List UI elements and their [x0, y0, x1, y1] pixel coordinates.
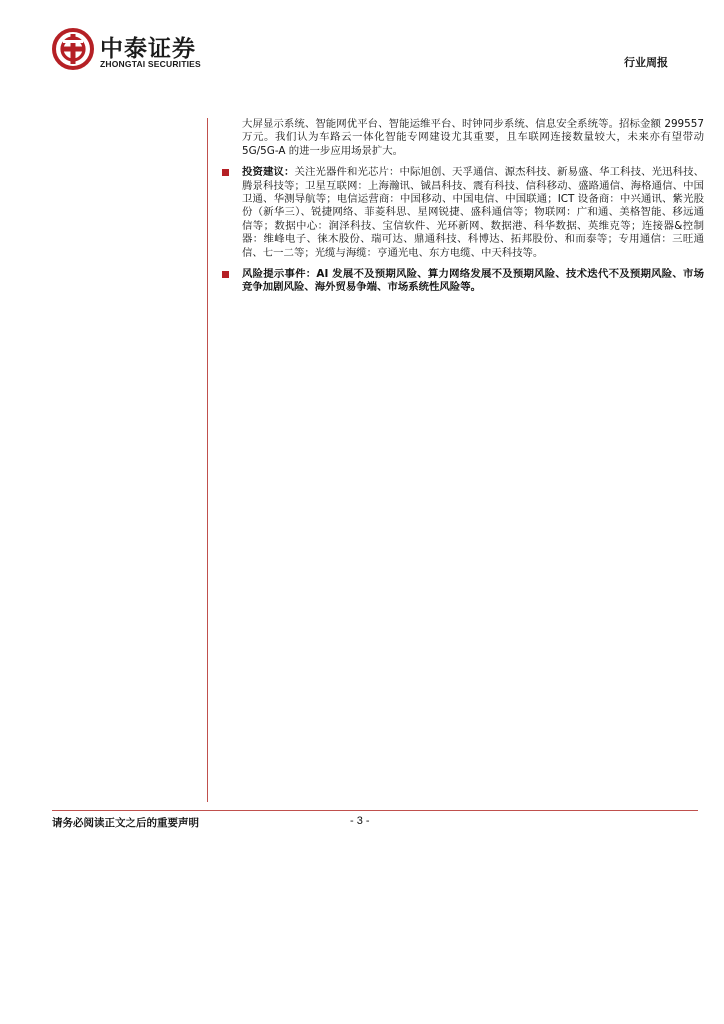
page-header: [0, 0, 724, 100]
brand-name-en: ZHONGTAI SECURITIES: [100, 59, 201, 69]
footer-rule: [52, 810, 698, 811]
square-bullet-icon: [222, 271, 229, 278]
bullet-investment-advice: [222, 166, 704, 260]
bullet-risk-warning: [222, 268, 704, 295]
column-divider: [207, 118, 208, 802]
bullet-body: 关注光器件和光芯片：中际旭创、天孚通信、源杰科技、新易盛、华工科技、光迅科技、腾景科技等；卫星互联网：上海瀚讯、铖昌科技、震有科技、信科移动、盛路通信、海格通信、中国卫通、华测导航等；电信运营商：中国移动、中国电信、中国联通；ICT 设备商：中兴通讯、紫光股份（新华三）、锐捷网络、菲菱科思、星网锐捷、盛科通信等；物联网：广和通、美格智能、移远通信等；数据中心：润泽科技、宝信软件、光环新网、数据港、科华数据、英维克等；连接器&控制器：维峰电子、徕木股份、瑞可达、鼎通科技、科博达、拓邦股份、和而泰等；专用通信：三旺通信、七一二等；光缆与海缆：亨通光电、东方电缆、中天科技等。: [242, 166, 704, 259]
bullet-label: 风险提示事件：: [242, 268, 317, 281]
bullet-body: AI 发展不及预期风险、算力网络发展不及预期风险、技术迭代不及预期风险、市场竞争加剧风险、海外贸易争端、市场系统性风险等。: [242, 268, 705, 294]
continuation-paragraph: 大屏显示系统、智能网优平台、智能运维平台、时钟同步系统、信息安全系统等。招标金额 299557 万元。我们认为车路云一体化智能专网建设尤其重要，且车联网连接数量较大，未来亦有望带动 5G/5G-A 的进一步应用场景扩大。: [242, 118, 704, 157]
main-content: [222, 118, 704, 295]
company-logo: [52, 28, 222, 74]
square-bullet-icon: [222, 169, 229, 176]
footer-disclaimer: 请务必阅读正文之后的重要声明: [52, 817, 199, 829]
bullet-text: [242, 166, 704, 260]
bullet-label: 投资建议：: [242, 166, 295, 179]
brand-name-cn: 中泰证券: [100, 36, 196, 62]
report-type-label: 行业周报: [624, 56, 668, 69]
page-number: - 3 -: [350, 815, 370, 827]
zhongtai-logo-icon: [52, 28, 94, 70]
bullet-text: [242, 268, 704, 295]
